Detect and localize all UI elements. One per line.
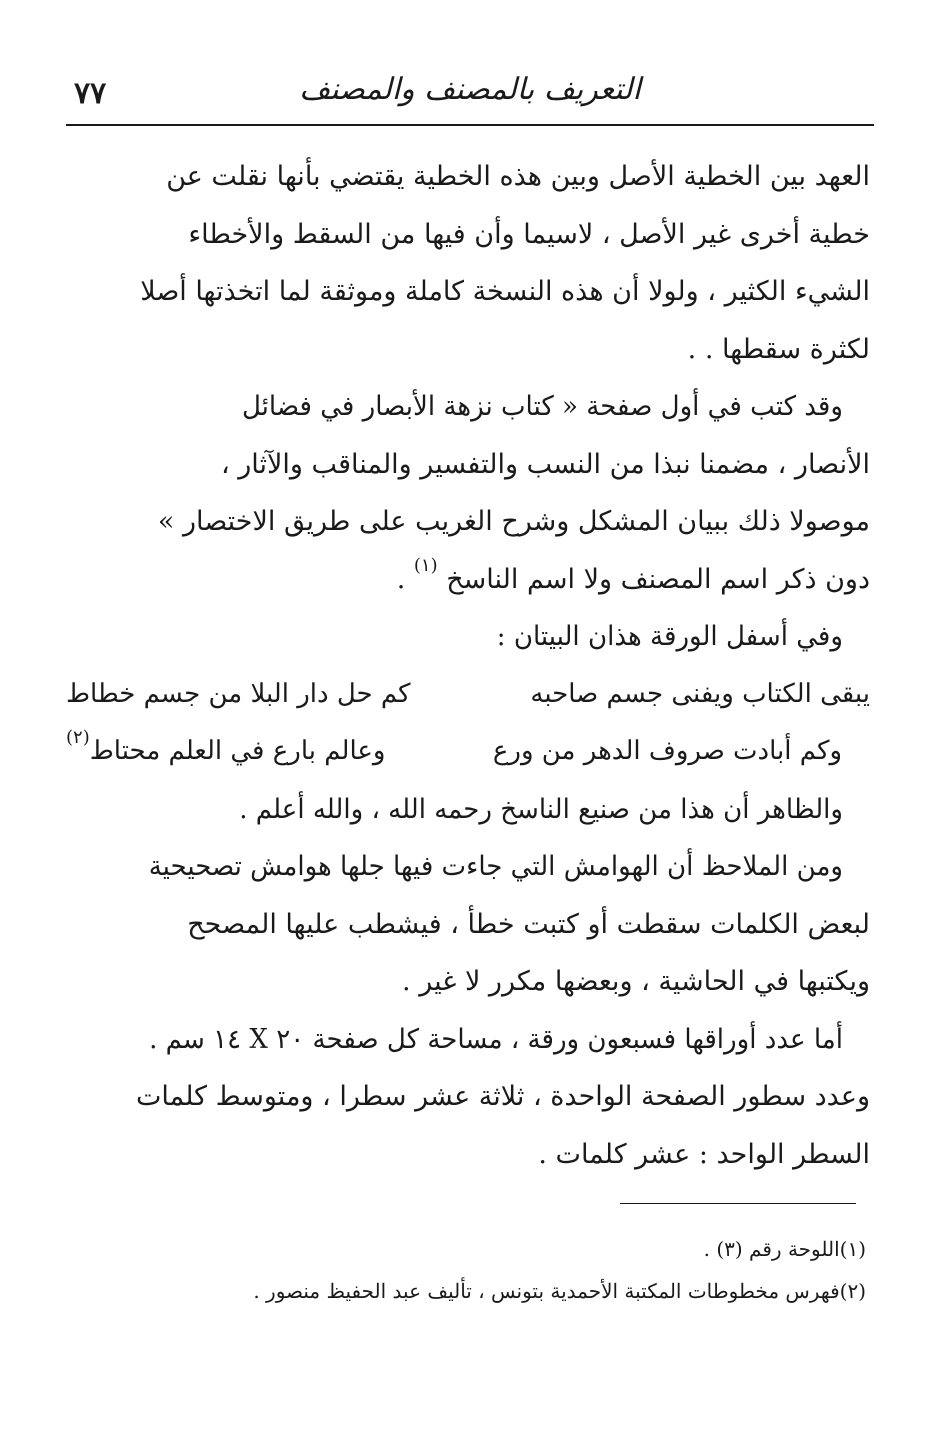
text-line: ويكتبها في الحاشية ، وبعضها مكرر لا غير . — [402, 966, 870, 997]
text-fragment: وعالم بارع في العلم محتاط — [89, 736, 386, 766]
body-text — [66, 148, 870, 1183]
paragraph-2 — [66, 378, 870, 608]
verse-line-2 — [66, 723, 870, 781]
paragraph-4: والظاهر أن هذا من صنيع الناسخ رحمه الله ، والله أعلم . — [239, 793, 843, 825]
text-line: وعدد سطور الصفحة الواحدة ، ثلاثة عشر سطرا ، ومتوسط كلمات — [135, 1081, 870, 1112]
text-line: أما عدد أوراقها فسبعون ورقة ، مساحة كل صفحة ٢٠ X ١٤ سم . — [149, 1023, 843, 1055]
text-fragment: دون ذكر اسم المصنف ولا اسم الناسخ — [446, 563, 870, 595]
paragraph-1 — [66, 148, 870, 378]
footnote-rule — [620, 1203, 856, 1204]
text-line: الشيء الكثير ، ولولا أن هذه النسخة كاملة وموثقة لما اتخذتها أصلا — [140, 276, 870, 307]
verse-second-hemistich — [66, 723, 385, 781]
text-line: خطية أخرى غير الأصل ، لاسيما وأن فيها من السقط والأخطاء — [188, 218, 870, 250]
verse-second-hemistich: كم حل دار البلا من جسم خطاط — [66, 678, 411, 709]
text-fragment: . — [396, 563, 414, 595]
footnote-2: (٢)فهرس مخطوطات المكتبة الأحمدية بتونس ، تأليف عبد الحفيظ منصور . — [253, 1279, 866, 1303]
paragraph-5 — [66, 838, 870, 1011]
footnote-1: (١)اللوحة رقم (٣) . — [703, 1237, 866, 1261]
verse-line-1 — [66, 666, 870, 724]
text-line: الأنصار ، مضمنا نبذا من النسب والتفسير والمناقب والآثار ، — [220, 448, 870, 480]
page-number: ٧٧ — [74, 76, 107, 111]
verse-first-hemistich: يبقى الكتاب ويفنى جسم صاحبه — [530, 678, 870, 709]
text-line — [66, 551, 870, 609]
text-line: وقد كتب في أول صفحة « كتاب نزهة الأبصار في فضائل — [241, 391, 843, 422]
verse-first-hemistich: وكم أبادت صروف الدهر من ورع — [492, 736, 842, 766]
header-rule — [66, 124, 874, 126]
text-line: السطر الواحد : عشر كلمات . — [538, 1138, 870, 1170]
page-header — [66, 68, 874, 124]
text-line: لكثرة سقطها . . — [687, 333, 870, 365]
text-line: موصولا ذلك ببيان المشكل وشرح الغريب على طريق الاختصار » — [157, 506, 870, 537]
footnote-ref-2: (٢) — [66, 727, 90, 748]
text-line: لبعض الكلمات سقطت أو كتبت خطأ ، فيشطب عليها المصحح — [187, 908, 870, 940]
paragraph-6 — [66, 1011, 870, 1184]
footnotes — [80, 1228, 866, 1312]
text-line: العهد بين الخطية الأصل وبين هذه الخطية يقتضي بأنها نقلت عن — [166, 161, 870, 192]
running-title: التعريف بالمصنف والمصنف — [299, 72, 641, 107]
footnote-ref-1: (١) — [413, 554, 438, 576]
paragraph-3: وفي أسفل الورقة هذان البيتان : — [496, 621, 843, 652]
text-line: ومن الملاحظ أن الهوامش التي جاءت فيها جلها هوامش تصحيحية — [148, 851, 843, 882]
